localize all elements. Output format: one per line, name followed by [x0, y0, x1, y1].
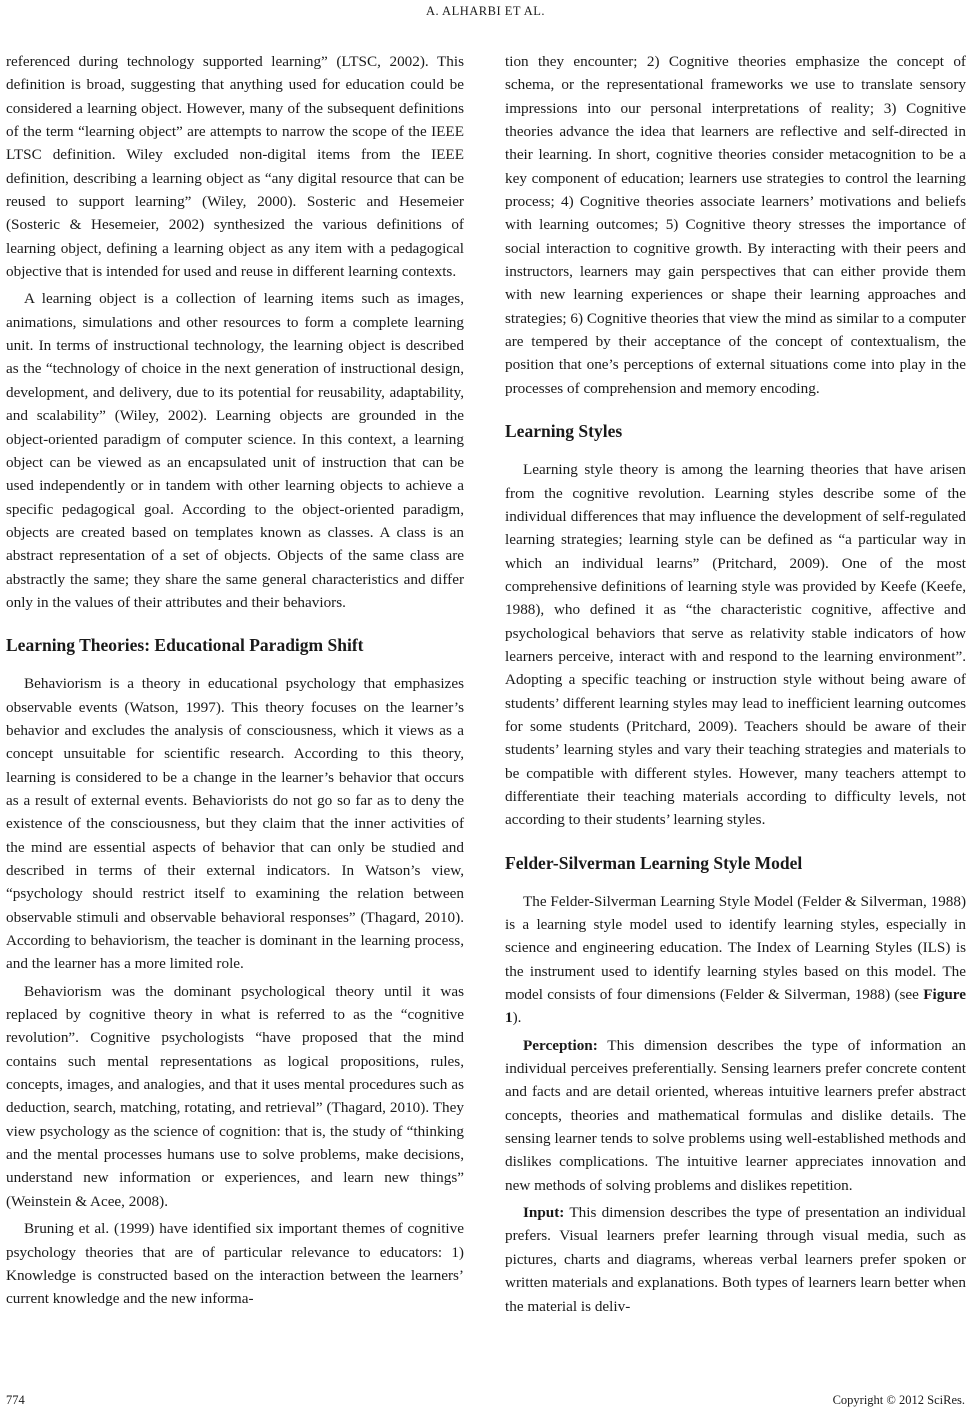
paragraph: [505, 1034, 966, 1197]
paragraph: Behaviorism was the dominant psychological theory until it was replaced by cognitive theory in what is referred to as the “cognitive revolution”. Cognitive psychologists “have proposed that the mind contains such mental representations as logical propositions, rules, concepts, images, and analogies, and that it uses mental procedures such as deduction, search, matching, rotating, and retrieval” (Thagard, 2010). They view psychology as the science of cognition: that is, the study of “thinking and the mental processes humans use to solve problems, make decisions, understand new information or experiences, and learn new things” (Weinstein & Acee, 2008).: [6, 982, 464, 1210]
left-column: [6, 50, 464, 1311]
paragraph-lead-term: Input:: [523, 1204, 565, 1222]
paragraph-lead-term: Perception:: [523, 1036, 598, 1054]
paragraph: Behaviorism is a theory in educational psychology that emphasizes observable events (Watson, 1997). This theory focuses on the learner’s behavior and excludes the analysis of consciousness, which it views as a concept unsuitable for scientific research. According to this theory, learning is considered to be a change in the learner’s behavior that occurs as a result of external events. Behaviorists do not go so far as to deny the existence of the consciousness, but they claim that the inner activities of the mind are essential aspects of behavior that can only be studied and described in terms of their external indicators. In Watson’s view, “psychology should restrict itself to examining the relation between observable stimuli and observable behavioral responses” (Thagard, 2010). According to behaviorism, the teacher is dominant in the learning process, and the learner has a more limited role.: [6, 675, 464, 973]
paragraph-text: ).: [512, 1009, 522, 1027]
paragraph-text: This dimension describes the type of presentation an individual prefers. Visual learners prefer learning through visual media, such as pictures, charts and diagrams, whereas verbal learners prefer spoken or written materials and explanations. Both types of learners learn better when the material is deliv-: [505, 1204, 966, 1315]
paragraph-text: The Felder-Silverman Learning Style Model (Felder & Silverman, 1988) is a learning style model used to identify learning styles, especially in science and engineering education. The Index of Learning Styles (ILS) is the instrument used to identify learning styles based on this model. The model consists of four dimensions (Felder & Silverman, 1988) (see: [505, 892, 966, 1004]
section-heading: Learning Theories: Educational Paradigm Shift: [6, 635, 364, 656]
paragraph: referenced during technology supported learning” (LTSC, 2002). This definition is broad, suggesting that anything used for education could be considered a learning object. However, many of the subsequent definitions of the term “learning object” are attempts to narrow the scope of the IEEE LTSC definition. Wiley excluded non-digital items from the IEEE definition, describing a learning object as “any digital resource that can be reused to support learning” (Wiley, 2000). Sosteric and Hesemeier (Sosteric & Hesemeier, 2002) synthesized the various definitions of learning object, defining a learning object as any item with a pedagogical objective that is intended for used and reuse in different learning contexts.: [6, 53, 464, 281]
paragraph: [505, 890, 966, 1030]
section-heading: Felder-Silverman Learning Style Model: [505, 852, 803, 873]
page-number: 774: [6, 1393, 25, 1407]
copyright-notice: Copyright © 2012 SciRes.: [832, 1393, 965, 1407]
right-column: [505, 50, 966, 1318]
running-header: A. ALHARBI ET AL.: [425, 4, 546, 18]
paragraph: A learning object is a collection of learning items such as images, animations, simulations and other resources to form a complete learning unit. In terms of instructional technology, the learning object is described as the “technology of choice in the next generation of instructional design, development, and delivery, due to its potential for reusability, adaptability, and scalability” (Wiley, 2002). Learning objects are grounded in the object-oriented paradigm of computer science. In this context, a learning object can be viewed as an encapsulated unit of instruction that can be used independently or in tandem with other learning objects to achieve a specific pedagogical goal. According to the object-oriented paradigm, objects are created based on templates known as classes. A class is an abstract representation of a set of objects. Objects of the same class are abstractly the same; they share the same general characteristics and differ only in the values of their attributes and their behaviors.: [6, 290, 464, 611]
figure-reference: Figure 1: [505, 986, 966, 1027]
paragraph: tion they encounter; 2) Cognitive theories emphasize the concept of schema, or the representational frameworks we use to translate sensory impressions into our personal interpretations of reality; 3) Cognitive theories advance the idea that learners are reflective and self-directed in their learning. In short, cognitive theories consider metacognition to be a key component of education; learners use strategies to control the learning process; 4) Cognitive theories associate learners’ motivations and beliefs with learning outcomes; 5) Cognitive theory stresses the importance of social interaction to cognitive growth. By interacting with their peers and instructors, learners may gain perspectives that can either provide them with new learning experiences or shape their learning approaches and strategies; 6) Cognitive theories that view the mind as similar to a computer are tempered by their acceptance of the concept of contextualism, the position that one’s perceptions of external situations come into play in the processes of comprehension and memory encoding.: [505, 53, 966, 397]
paragraph: [505, 1201, 966, 1318]
section-heading: Learning Styles: [505, 421, 623, 442]
paragraph: Bruning et al. (1999) have identified six important themes of cognitive psychology theories that are of particular relevance to educators: 1) Knowledge is constructed based on the interaction between the learners’ current knowledge and the new informa-: [6, 1220, 464, 1308]
paragraph: Learning style theory is among the learning theories that have arisen from the cognitive revolution. Learning styles describe some of the individual differences that may influence the development of self-regulated learning strategies; learning style can be defined as “a particular way in which an individual learns” (Pritchard, 2009). One of the most comprehensive definitions of learning style was provided by Keefe (Keefe, 1988), who defined it as “the characteristic cognitive, affective and psychological behaviors that serve as relativity stable indicators of how learners perceive, interact with and respond to the learning environment”. Adopting a specific teaching or instruction style without being aware of students’ different learning styles may lead to inefficient learning outcomes for some students (Pritchard, 2009). Teachers should be aware of their students’ learning styles and vary their teaching strategies and materials to be compatible with different styles. However, many teachers attempt to differentiate their teaching materials according to difficulty levels, not according to their students’ learning styles.: [505, 461, 966, 829]
paragraph-text: This dimension describes the type of information an individual perceives preferentially. Sensing learners prefer concrete content and facts and are detail oriented, whereas intuitive learners prefer abstract concepts, theories and mathematical formulas and dislike details. The sensing learner tends to solve problems using well-established methods and dislikes complications. The intuitive learner appreciates innovation and new methods of solving problems and dislikes repetition.: [505, 1036, 966, 1194]
